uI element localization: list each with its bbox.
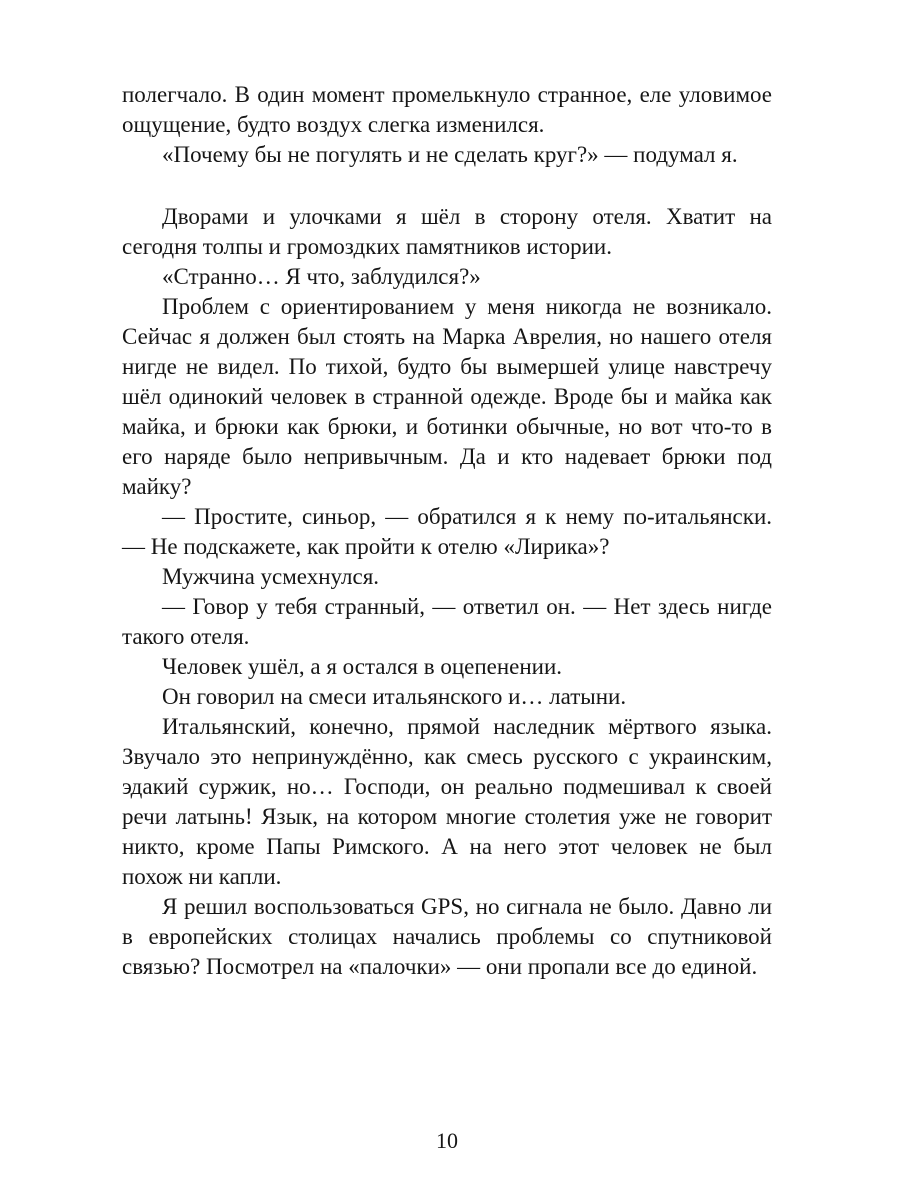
paragraph: «Странно… Я что, заблудился?»: [162, 264, 481, 289]
section-break: [122, 170, 772, 202]
paragraph: Итальянский, конечно, прямой наследник мёртвого языка. Звучало это непринуждённо, как смесь русского с украинским, эдакий суржик, но… Господи, он реально подмешивал к своей речи латынь! Язык, на котором многие столетия уже не говорит никто, кроме Папы Римского. А на него этот человек не был похож ни капли.: [122, 714, 772, 889]
paragraph: Человек ушёл, а я остался в оцепенении.: [162, 654, 563, 679]
paragraph: Проблем с ориентированием у меня никогда не возникало. Сейчас я должен был стоять на Марка Аврелия, но нашего отеля нигде не видел. По тихой, будто бы вымершей улице навстречу шёл одинокий человек в странной одежде. Вроде бы и майка как майка, и брюки как брюки, и ботинки обычные, но вот что-то в его наряде было непривычным. Да и кто надевает брюки под майку?: [122, 294, 772, 499]
page-number: 10: [436, 1128, 458, 1153]
paragraph: — Простите, синьор, — обратился я к нему по-итальянски. — Не подскажете, как пройти к отелю «Лирика»?: [122, 504, 772, 559]
paragraph: Он говорил на смеси итальянского и… латыни.: [162, 684, 627, 709]
paragraph: «Почему бы не погулять и не сделать круг?» — подумал я.: [162, 142, 738, 167]
paragraph: Дворами и улочками я шёл в сторону отеля. Хватит на сегодня толпы и громоздких памятников истории.: [122, 204, 772, 259]
paragraph: — Говор у тебя странный, — ответил он. — Нет здесь нигде такого отеля.: [122, 594, 772, 649]
paragraph: Мужчина усмехнулся.: [162, 564, 380, 589]
page-text: [122, 80, 772, 982]
paragraph: полегчало. В один момент промелькнуло странное, еле уловимое ощущение, будто воздух слегка изменился.: [122, 82, 772, 137]
paragraph: Я решил воспользоваться GPS, но сигнала не было. Давно ли в европейских столицах начались проблемы со спутниковой связью? Посмотрел на «палочки» — они пропали все до единой.: [122, 894, 772, 979]
